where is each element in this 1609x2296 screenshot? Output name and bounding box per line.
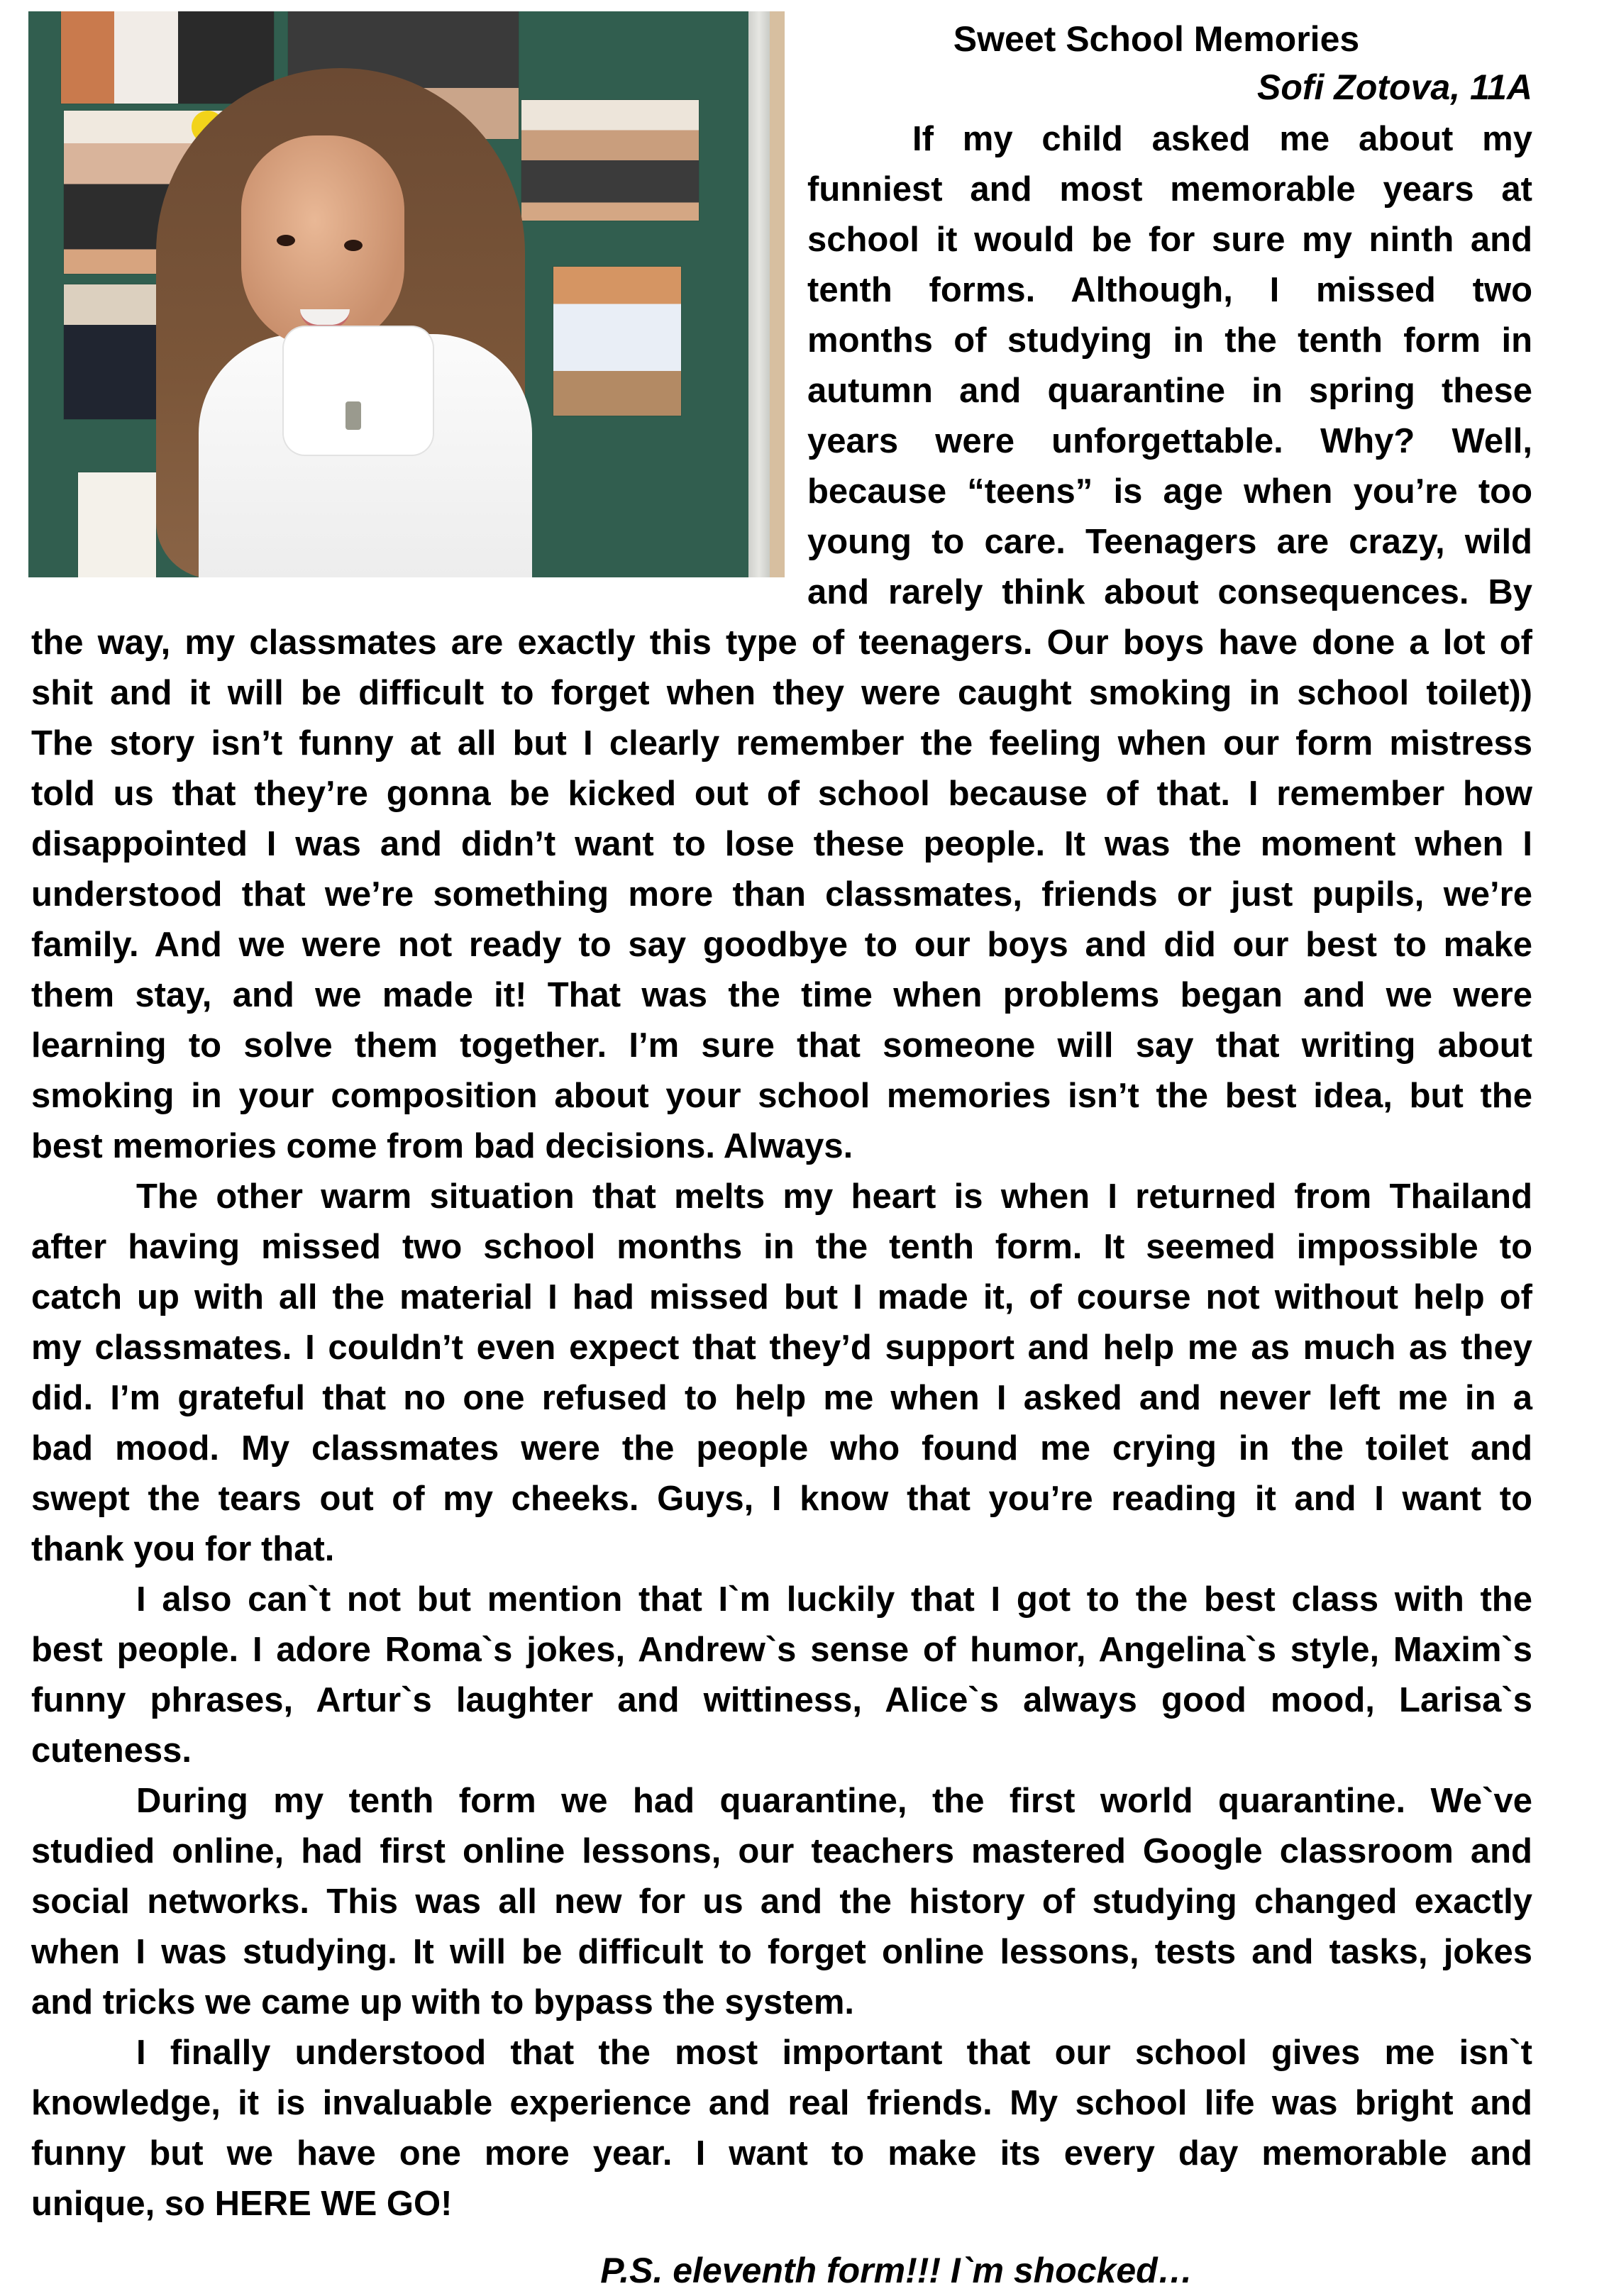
text-line: catch up with all the material I had missed but I made it, of course not without help of: [31, 1278, 1532, 1316]
text-line: best people. I adore Roma`s jokes, Andrew`s sense of humor, Angelina`s style, Maxim`s: [31, 1631, 1532, 1669]
closing-emphasis: HERE WE GO!: [214, 2185, 453, 2223]
text-line: funniest and most memorable years at: [807, 170, 1532, 209]
pinned-photo: [61, 11, 274, 104]
girl-eye: [277, 235, 295, 246]
text-line: unique, so: [31, 2185, 215, 2223]
text-line: autumn and quarantine in spring these: [807, 372, 1532, 410]
text-line: social networks. This was all new for us and the history of studying changed exactly: [31, 1882, 1532, 1921]
text-line: funny phrases, Artur`s laughter and wittiness, Alice`s always good mood, Larisa`s: [31, 1681, 1532, 1719]
text-line: and rarely think about consequences. By: [807, 573, 1532, 611]
text-line: thank you for that.: [31, 1530, 335, 1568]
text-line: disappointed I was and didn’t want to lose these people. It was the moment when I: [31, 825, 1532, 863]
text-line: the way, my classmates are exactly this type of teenagers. Our boys have done a lot of: [31, 623, 1532, 662]
text-line: when I was studying. It will be difficult to forget online lessons, tests and tasks, jokes: [31, 1933, 1532, 1971]
text-line: cuteness.: [31, 1731, 192, 1770]
text-line: bad mood. My classmates were the people who found me crying in the toilet and: [31, 1429, 1532, 1468]
pinned-photo: [553, 267, 681, 416]
text-line: learning to solve them together. I’m sure that someone will say that writing about: [31, 1026, 1532, 1065]
text-line: told us that they’re gonna be kicked out of school because of that. I remember how: [31, 775, 1532, 813]
text-line: because “teens” is age when you’re too: [807, 472, 1532, 511]
text-line: swept the tears out of my cheeks. Guys, I know that you’re reading it and I want to: [31, 1480, 1532, 1518]
pinned-photo: [64, 284, 163, 419]
text-line: did. I’m grateful that no one refused to help me when I asked and never left me in a: [31, 1379, 1532, 1417]
text-line: them stay, and we made it! That was the time when problems began and we were: [31, 976, 1532, 1014]
text-line: I also can`t not but mention that I`m luckily that I got to the best class with the: [136, 1580, 1532, 1619]
girl-eye: [344, 240, 363, 251]
text-line: best memories come from bad decisions. Always.: [31, 1127, 853, 1165]
text-line: I finally understood that the most important that our school gives me isn`t: [136, 2034, 1532, 2072]
text-line: my classmates. I couldn’t even expect that they’d support and help me as much as they: [31, 1329, 1532, 1367]
text-line: months of studying in the tenth form in: [807, 321, 1532, 360]
text-line: The story isn’t funny at all but I clearly remember the feeling when our form mistress: [31, 724, 1532, 762]
text-line: tenth forms. Although, I missed two: [807, 271, 1532, 309]
text-line: If my child asked me about my: [912, 120, 1532, 158]
text-line: after having missed two school months in the tenth form. It seemed impossible to: [31, 1228, 1532, 1266]
wall-edge: [770, 11, 785, 577]
postscript-line: [0, 2246, 1609, 2296]
pinned-calendar: [78, 472, 156, 577]
text-line: young to care. Teenagers are crazy, wild: [807, 523, 1532, 561]
text-line: funny but we have one more year. I want to make its every day memorable and: [31, 2134, 1532, 2173]
postscript: P.S. eleventh form!!! I`m shocked…: [600, 2251, 1193, 2290]
text-line: shit and it will be difficult to forget when they were caught smoking in school toilet)): [31, 674, 1532, 712]
text-line: During my tenth form we had quarantine, the first world quarantine. We`ve: [136, 1782, 1532, 1820]
board-frame: [748, 11, 770, 577]
article-author: Sofi Zotova, 11A: [1256, 67, 1532, 107]
article-title: Sweet School Memories: [953, 19, 1360, 59]
text-line: smoking in your composition about your school memories isn’t the best idea, but the: [31, 1077, 1532, 1115]
portrait-photo: [28, 11, 785, 577]
text-line: and tricks we came up with to bypass the system.: [31, 1983, 855, 2022]
text-line: school it would be for sure my ninth and: [807, 221, 1532, 259]
brooch: [345, 401, 361, 430]
text-line-final: [31, 2179, 1532, 2229]
pinned-photo: [521, 100, 699, 221]
text-line: family. And we were not ready to say goodbye to our boys and did our best to make: [31, 926, 1532, 964]
text-line: years were unforgettable. Why? Well,: [807, 422, 1532, 460]
text-line: The other warm situation that melts my heart is when I returned from Thailand: [136, 1177, 1532, 1216]
blouse-collar: [284, 327, 433, 455]
text-line: studied online, had first online lessons, our teachers mastered Google classroom and: [31, 1832, 1532, 1870]
text-line: understood that we’re something more than classmates, friends or just pupils, we’re: [31, 875, 1532, 914]
text-line: knowledge, it is invaluable experience and real friends. My school life was bright and: [31, 2084, 1532, 2122]
